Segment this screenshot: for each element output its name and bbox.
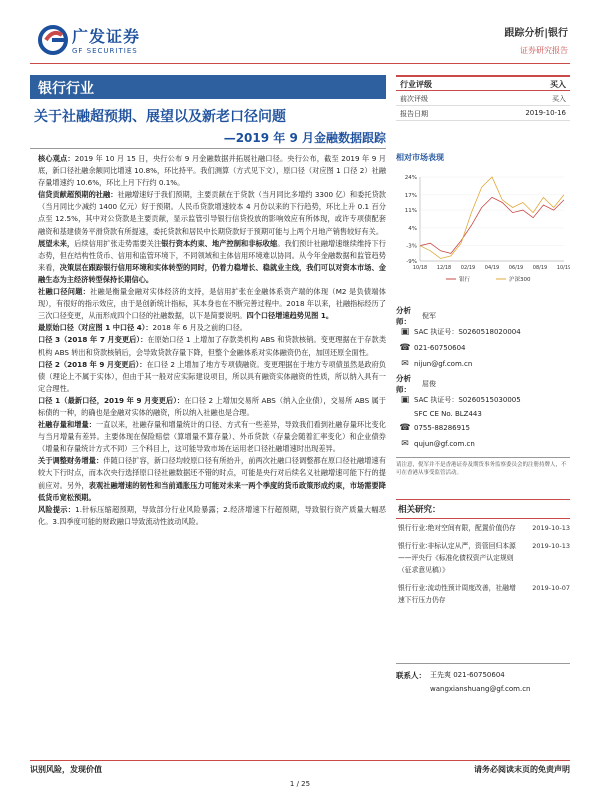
report-title: 关于社融超预期、展望以及新老口径问题	[34, 109, 286, 125]
paragraph-caliber2: 口径 2（2018 年 9 月变更后）：在口径 2 上增加了地方专项债融资。变更理据在于地方专项债虽然是政府负债（理论上不属于实体），但由于其一般对应实际建设项目，所以具有融资实体融资的性质，所以纳入具有一定合理性。	[38, 359, 386, 393]
report-date-row: 报告日期 2019-10-16	[396, 106, 570, 121]
analyst-2-name-row: 分析师： 屈俊	[396, 374, 436, 394]
disclaimer-note: 请注意，倪军并不是香港证券及期货事务监察委员会的注册持牌人，不可在香港从事受监管活动。	[396, 457, 570, 477]
y-tick-label: 4%	[408, 225, 417, 232]
report-body	[38, 153, 386, 528]
id-card-icon: ▣	[400, 327, 410, 337]
id-card-icon: ▣	[400, 395, 410, 405]
contact-panel	[396, 663, 570, 696]
x-tick-label: 04/19	[484, 265, 500, 271]
related-title: 相关研究：	[396, 499, 570, 519]
logo-cn-text: 广发证券	[72, 27, 141, 46]
phone-icon: ☎	[399, 343, 411, 353]
footer-disclaimer: 请务必阅读末页的免责声明	[474, 765, 570, 774]
analyst-panel	[396, 308, 570, 452]
footer-divider	[30, 760, 570, 761]
paragraph-adjust: 关于调整财务增量：伴随口径扩容，新口径均较原口径有所抬升，前两次社融口径调整都在原口径社融增速有较大下行时点，而本次央行选择原口径社融数据还不错的时点，可能是央行对后续名义社融增速可能下行的提前应对。另外，表观社融增速的韧性和当前通胀压力可能对未来一两个季度的货币政策形成约束，市场需要降低货币宽松预期。	[38, 456, 386, 502]
analyst-1-name: 倪军	[422, 312, 436, 320]
email-icon: ✉	[401, 359, 409, 369]
paragraph-credit: 信贷贡献超预期的社融：社融增速好于我们预期，主要贡献在于贷款（当月同比多增约 3300 亿）和委托贷款（当月同比少减约 1400 亿元）好于预期。人民币贷款增速较本 4 月份以来的下行趋势，环比上升 0.1 百分点至 12.5%，其中对公贷款是主要贡献，显示监管引导银行信贷投放的影响效应有所体现，或许专项债配套融资和基建债务平滑贷款有所提速，委托贷款和居民中长期贷款好于预期可能与上两个月地产销售较好有关。	[38, 190, 386, 236]
report-type: 跟踪分析|银行	[504, 28, 568, 39]
footer-slogan: 识别风险，发现价值	[30, 765, 102, 774]
analyst-2-phone-row: ☎ 0755-88286915	[396, 420, 570, 436]
phone-icon: ☎	[399, 423, 411, 433]
gf-logo-icon	[38, 25, 68, 55]
relative-performance-chart	[396, 163, 570, 285]
related-item[interactable]: 银行行业:绝对空间有限，配置价值仍存 2019-10-13	[398, 524, 570, 532]
y-tick-label: -9%	[406, 259, 417, 265]
title-divider	[30, 148, 386, 149]
analyst-2-sac-row: ▣ SAC 执证号：S0260515030005	[396, 392, 570, 408]
y-tick-label: 24%	[404, 175, 417, 181]
market-chart	[396, 152, 570, 292]
email-icon: ✉	[401, 439, 409, 449]
related-item[interactable]: 银行行业:非标认定从严，资管回归本源——评央行《标准化债权资产认定规则（征求意见稿）》 2019-10-13	[398, 542, 570, 574]
paragraph-risk: 风险提示：1.针标压缩超预期，导致部分行业风险暴露；2.经济增速下行超预期，导致银行资产质量大幅恶化。3.四季度可能的财政融口导致流动性波动风险。	[38, 504, 386, 526]
analyst-1-phone-row: ☎ 021-60750604	[396, 340, 570, 356]
paragraph-core: 核心观点：2019 年 10 月 15 日，央行公布 9 月金融数据并拓展社融口径。央行公布，截至 2019 年 9 月底，新口径社融余额同比增速 10.8%，环比持平。我们测算（方式见下文），原口径（对应图 1 口径 2）社融存量增速约 10.6%，环比上月下行约 0.1%。	[38, 154, 386, 188]
paragraph-caliber: 社融口径问题：社融是衡量金融对实体经济的支持，是信用扩张在金融体系资产端的体现（M2 是负债端体现），有很好的指示效应，由于是创新统计指标，其本身也在不断完善过程中。2018 年以来，社融指标经历了三次口径变更，从而形成四个口径的社融数据，以下是简要说明。四个口径增速趋势见图 1。	[38, 287, 386, 321]
series-line-1	[420, 177, 564, 259]
x-tick-label: 12/18	[436, 265, 452, 271]
analyst-2-sfc-row: SFC CE No. BLZ443	[414, 410, 482, 418]
report-subtitle: —2019 年 9 月金融数据跟踪	[223, 131, 386, 145]
market-chart-title: 相对市场表现	[396, 153, 444, 162]
contact-email: wangxianshuang@gf.com.cn	[430, 685, 531, 693]
legend-label: 银行	[459, 277, 471, 283]
legend-label: 沪深300	[509, 277, 531, 283]
paragraph-caliber3: 口径 3（2018 年 7 月变更后）：在原始口径 1 上增加了存款类机构 ABS 和贷款核销。变更理据在于存款类机构 ABS 转出和贷款核销后，会导致贷款存量下降，但整个金融体系对实体融资仍在，加回还原全面性。	[38, 335, 387, 357]
related-item[interactable]: 银行行业:流动性预计周度改善，社融增速下行压力仍存 2019-10-07	[398, 584, 570, 604]
sector-banner: 银行行业	[30, 75, 386, 99]
x-tick-label: 10/18	[412, 265, 428, 271]
y-tick-label: 17%	[404, 192, 417, 199]
page-number: 1 / 25	[289, 780, 311, 788]
contact-label: 联系人：	[396, 670, 426, 680]
x-tick-label: 10/19	[556, 265, 570, 271]
analyst-1-name-row: 分析师： 倪军	[396, 306, 436, 326]
analyst-2-email-row: ✉ qujun@gf.com.cn	[396, 436, 570, 452]
analyst-1-email-row: ✉ nijun@gf.com.cn	[396, 356, 570, 372]
y-tick-label: 11%	[404, 208, 417, 215]
x-tick-label: 08/19	[532, 265, 548, 271]
report-series: 证券研究报告	[520, 46, 568, 55]
rating-header: 行业评级 买入	[396, 75, 570, 91]
x-tick-label: 02/19	[460, 265, 476, 271]
paragraph-outlook: 展望未来，后续信用扩张走势需要关注银行资本约束、地产控制和非标收缩。我们预计社融增速继续维持下行态势，但在结构性货币、信用和监管环境下，不同领域和主体信用环境难以协同。从今年金融数据和监管趋势来看，决策层在跟踪银行信用环境和实体转型的同时，仍着力稳增长、稳就业主线，我们可以对资本市场、金融生态为主经济转型保持长期信心。	[38, 238, 386, 284]
paragraph-caliber1: 口径 1（最新口径，2019 年 9 月变更后）：在口径 2 上增加交易所 ABS（纳入企业债），交易所 ABS 属于标债的一种，的确也是金融对实体的融资，所以纳入社融也是合理。	[38, 395, 386, 417]
prev-rating-row: 前次评级 买入	[396, 91, 570, 106]
page-header	[30, 18, 570, 64]
series-line-0	[420, 197, 564, 253]
related-research	[396, 499, 570, 609]
contact-name-phone: 王先爽 021-60750604	[430, 671, 505, 679]
analyst-1-sac-row: ▣ SAC 执证号：S0260518020004	[396, 324, 570, 340]
y-tick-label: -3%	[406, 243, 417, 250]
analyst-2-name: 屈俊	[422, 380, 436, 388]
x-tick-label: 06/19	[508, 265, 524, 271]
logo-en-text: GF SECURITIES	[72, 47, 138, 55]
company-logo	[38, 24, 140, 55]
paragraph-stock-flow: 社融存量和增量：一直以来，社融存量和增量统计的口径、方式有一些差异，导致我们看到社融存量环比变化与当月增量有差异。主要体现在保险赔偿（算增量不算存量）、外币贷款（存量会随着汇率变化）和企业债券（增量和存量统计方式不同）三个科目上，这可能导致市场在运用老口径社融增速时出现差异。	[38, 420, 386, 454]
paragraph-caliber4: 最原始口径（对应图 1 中口径 4）：2018 年 6 月及之前的口径。	[38, 323, 247, 333]
rating-panel	[396, 75, 570, 121]
